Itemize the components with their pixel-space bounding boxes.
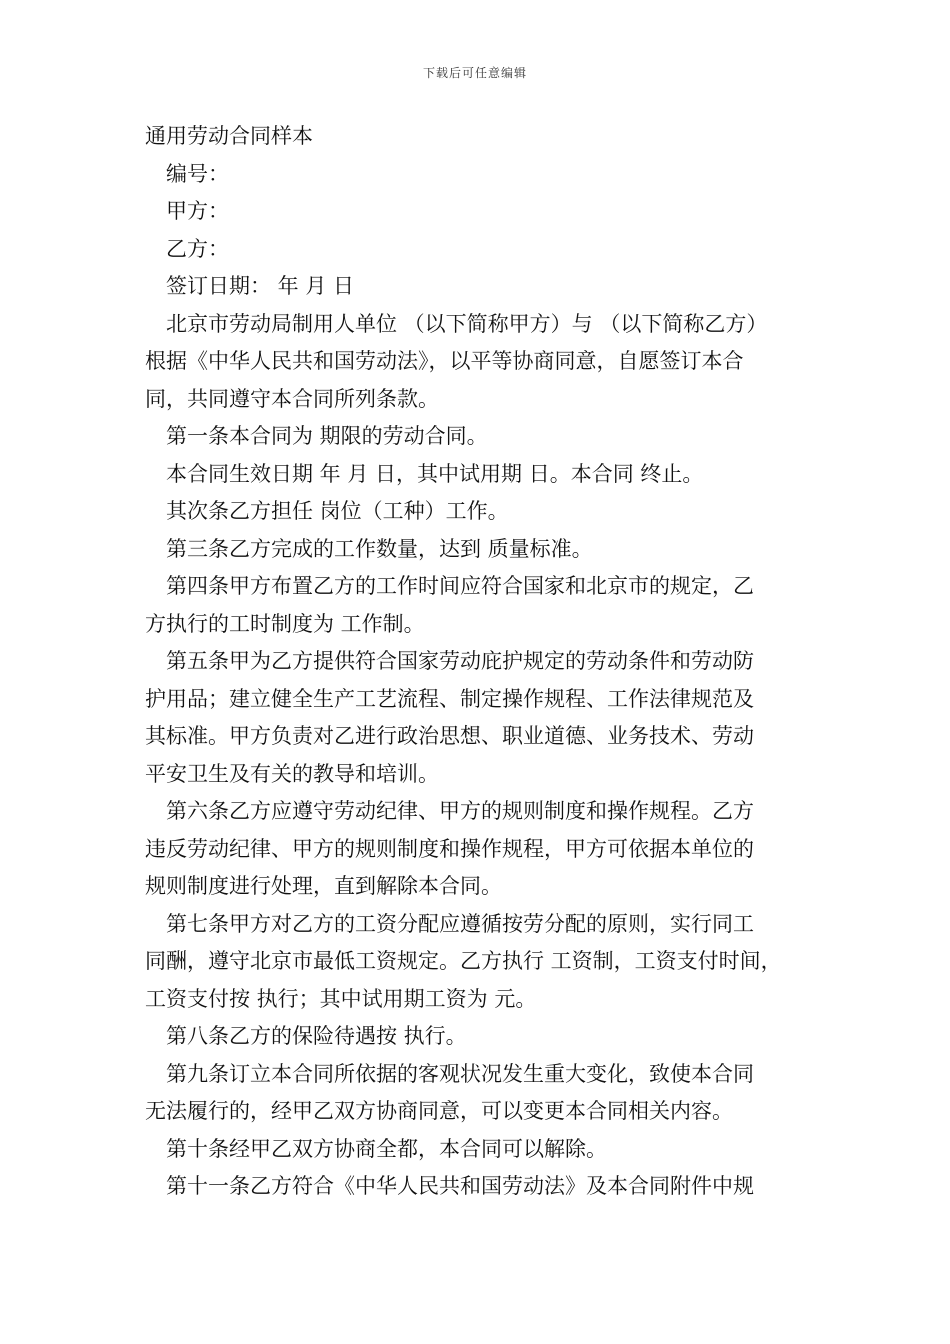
field-party-a: 甲方： bbox=[166, 199, 229, 223]
field-sign-date: 签订日期： 年 月 日 bbox=[166, 274, 355, 298]
contract-line: 护用品；建立健全生产工艺流程、制定操作规程、工作法律规范及 bbox=[145, 686, 754, 711]
contract-line: 规则制度进行处理，直到解除本合同。 bbox=[145, 874, 502, 898]
contract-line: 第十一条乙方符合《中华人民共和国劳动法》及本合同附件中规 bbox=[166, 1174, 754, 1198]
contract-line: 第九条订立本合同所依据的客观状况发生重大变化，致使本合同 bbox=[166, 1061, 754, 1086]
contract-line: 同，共同遵守本合同所列条款。 bbox=[145, 386, 439, 411]
contract-line: 同酬，遵守北京市最低工资规定。乙方执行 工资制，工资支付时间， bbox=[145, 949, 782, 973]
contract-line: 北京市劳动局制用人单位 （以下简称甲方）与 （以下简称乙方） bbox=[166, 311, 768, 336]
contract-line: 其次条乙方担任 岗位（工种）工作。 bbox=[166, 499, 509, 523]
document-title: 通用劳动合同样本 bbox=[145, 124, 313, 148]
contract-line: 第六条乙方应遵守劳动纪律、甲方的规则制度和操作规程。乙方 bbox=[166, 799, 754, 823]
contract-line: 根据《中华人民共和国劳动法》，以平等协商同意，自愿签订本合 bbox=[145, 349, 744, 373]
contract-line: 第一条本合同为 期限的劳动合同。 bbox=[166, 424, 488, 448]
contract-line: 平安卫生及有关的教导和培训。 bbox=[145, 761, 439, 786]
contract-line: 第三条乙方完成的工作数量，达到 质量标准。 bbox=[166, 536, 593, 561]
contract-line: 第五条甲为乙方提供符合国家劳动庇护规定的劳动条件和劳动防 bbox=[166, 649, 754, 673]
contract-line: 第十条经甲乙双方协商全都，本合同可以解除。 bbox=[166, 1136, 607, 1161]
header-note: 下载后可任意编辑 bbox=[422, 66, 527, 80]
contract-line: 方执行的工时制度为 工作制。 bbox=[145, 611, 425, 636]
contract-line: 违反劳动纪律、甲方的规则制度和操作规程，甲方可依据本单位的 bbox=[145, 836, 754, 861]
contract-line: 无法履行的，经甲乙双方协商同意，可以变更本合同相关内容。 bbox=[145, 1099, 733, 1123]
field-number: 编号： bbox=[166, 161, 229, 186]
document-body bbox=[145, 118, 825, 1206]
contract-line: 本合同生效日期 年 月 日，其中试用期 日。本合同 终止。 bbox=[166, 461, 704, 486]
contract-line: 第四条甲方布置乙方的工作时间应符合国家和北京市的规定，乙 bbox=[166, 574, 754, 598]
contract-line: 第八条乙方的保险待遇按 执行。 bbox=[166, 1024, 467, 1048]
field-party-b: 乙方： bbox=[166, 236, 229, 261]
contract-line: 其标准。甲方负责对乙进行政治思想、职业道德、业务技术、劳动 bbox=[145, 724, 754, 748]
contract-line: 工资支付按 执行；其中试用期工资为 元。 bbox=[145, 986, 537, 1011]
contract-line: 第七条甲方对乙方的工资分配应遵循按劳分配的原则，实行同工 bbox=[166, 911, 754, 936]
